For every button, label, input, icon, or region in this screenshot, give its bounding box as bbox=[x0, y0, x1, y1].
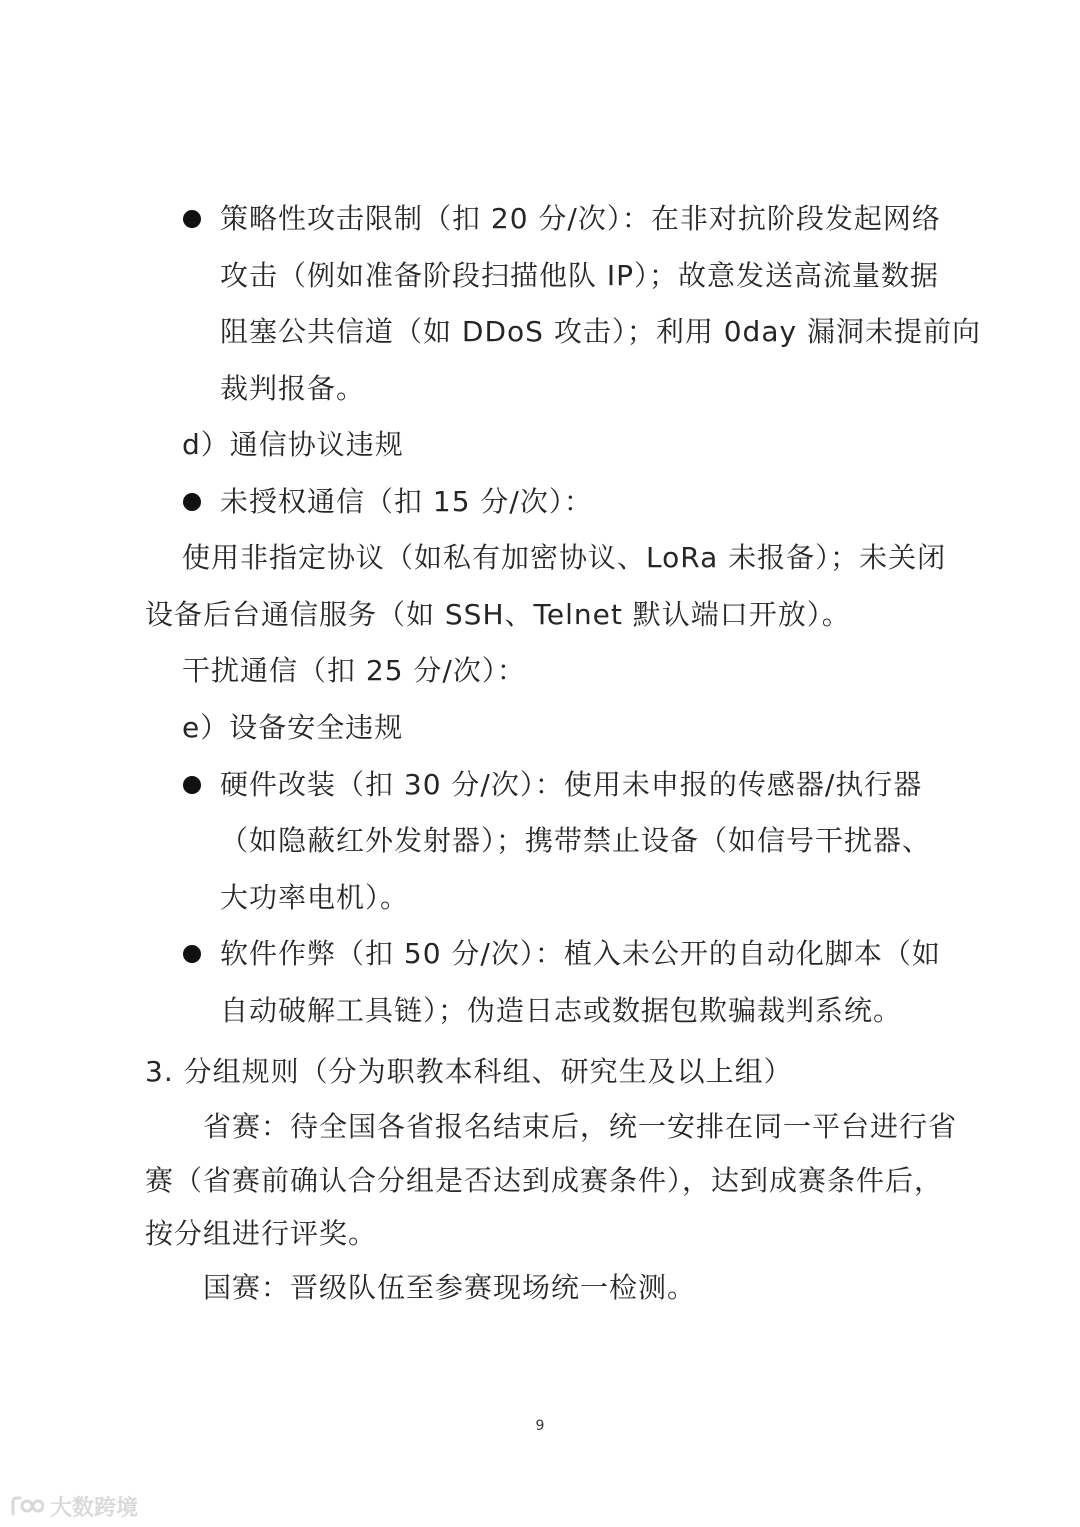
page-number: 9 bbox=[535, 1418, 545, 1434]
bullet-1-line-2: 攻击（例如准备阶段扫描他队 IP）；故意发送高流量数据 bbox=[220, 259, 940, 292]
section-3-heading: 3. 分组规则（分为职教本科组、研究生及以上组） bbox=[145, 1055, 793, 1088]
section-e-heading: e）设备安全违规 bbox=[182, 711, 404, 744]
interference-text: 干扰通信（扣 25 分/次）： bbox=[182, 654, 526, 687]
watermark-text: 大数跨境 bbox=[50, 1495, 139, 1521]
bullet-dot bbox=[183, 493, 201, 511]
bullet-2-text: 未授权通信（扣 15 分/次）： bbox=[220, 485, 593, 518]
section-d-heading: d）通信协议违规 bbox=[182, 428, 404, 461]
provincial-line-1: 省赛：待全国各省报名结束后，统一安排在同一平台进行省 bbox=[203, 1110, 958, 1143]
bullet-dot bbox=[183, 945, 201, 963]
watermark bbox=[10, 1490, 138, 1522]
bullet-1-line-4: 裁判报备。 bbox=[220, 372, 366, 405]
provincial-line-3: 按分组进行评奖。 bbox=[145, 1217, 378, 1250]
bullet-4-line-1: 软件作弊（扣 50 分/次）：植入未公开的自动化脚本（如 bbox=[220, 937, 941, 970]
bullet-dot bbox=[183, 776, 201, 794]
bullet-3-line-1: 硬件改装（扣 30 分/次）：使用未申报的传感器/执行器 bbox=[220, 768, 923, 801]
watermark-logo-icon bbox=[10, 1495, 44, 1517]
provincial-line-2: 赛（省赛前确认合分组是否达到成赛条件），达到成赛条件后， bbox=[145, 1164, 944, 1197]
bullet-1-line-1: 策略性攻击限制（扣 20 分/次）：在非对抗阶段发起网络 bbox=[220, 202, 941, 235]
national-text: 国赛：晋级队伍至参赛现场统一检测。 bbox=[203, 1271, 697, 1304]
bullet-1-line-3: 阻塞公共信道（如 DDoS 攻击）；利用 0day 漏洞未提前向 bbox=[220, 315, 981, 348]
bullet-3-line-3: 大功率电机）。 bbox=[220, 881, 410, 914]
para-1-line-1: 使用非指定协议（如私有加密协议、LoRa 未报备）；未关闭 bbox=[182, 541, 947, 574]
bullet-3-line-2: （如隐蔽红外发射器）；携带禁止设备（如信号干扰器、 bbox=[220, 824, 932, 857]
para-1-line-2: 设备后台通信服务（如 SSH、Telnet 默认端口开放）。 bbox=[145, 598, 851, 631]
bullet-4-line-2: 自动破解工具链）；伪造日志或数据包欺骗裁判系统。 bbox=[220, 994, 903, 1027]
bullet-dot bbox=[183, 210, 201, 228]
